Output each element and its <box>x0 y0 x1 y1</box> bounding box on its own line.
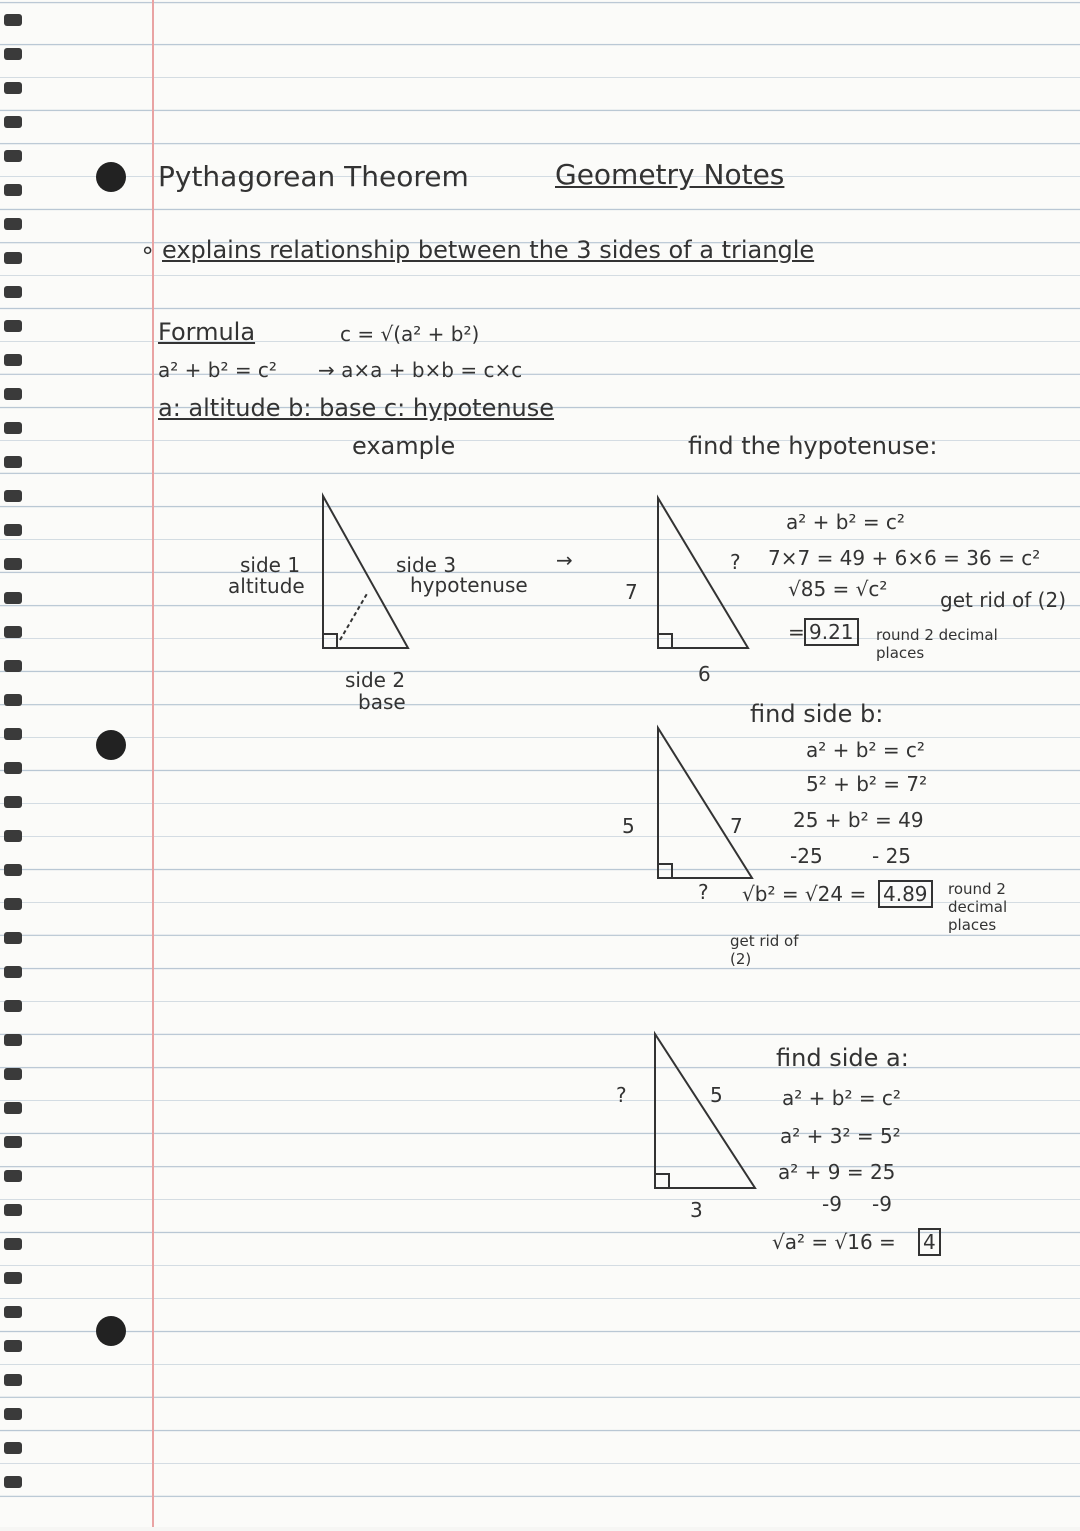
p2-step5: √b² = √24 = <box>742 882 867 906</box>
example-heading: example <box>352 432 456 460</box>
p2-step2: 5² + b² = 7² <box>806 772 928 796</box>
page-title: Pythagorean Theorem <box>158 160 469 193</box>
p2-step1: a² + b² = c² <box>806 738 925 762</box>
p3-answer: 4 <box>918 1228 941 1256</box>
bullet-dot: ∘ <box>140 236 156 264</box>
formula-equation: a² + b² = c² <box>158 358 277 382</box>
p1-side-left: 7 <box>625 580 638 604</box>
p2-side-hyp: 7 <box>730 814 743 838</box>
example-triangle <box>323 496 408 648</box>
p2-heading: find side b: <box>750 700 884 728</box>
p1-side-bottom: 6 <box>698 662 711 686</box>
subject-title: Geometry Notes <box>555 158 785 191</box>
formula-label: Formula <box>158 318 256 346</box>
p1-heading: find the hypotenuse: <box>688 432 938 460</box>
formula-legend: a: altitude b: base c: hypotenuse <box>158 394 555 422</box>
p2-step4a: -25 <box>790 844 823 868</box>
example-side1: side 1 <box>240 553 301 577</box>
formula-c-root: c = √(a² + b²) <box>340 322 480 346</box>
example-right-angle <box>323 634 337 648</box>
p1-note: get rid of (2) <box>940 588 1066 612</box>
p1-answer: 9.21 <box>804 618 859 646</box>
example-side3: side 3 <box>396 553 457 577</box>
p2-step3: 25 + b² = 49 <box>793 808 924 832</box>
p1-equals: = <box>788 620 805 644</box>
example-altitude: altitude <box>228 574 305 598</box>
formula-expanded: → a×a + b×b = c×c <box>318 358 523 382</box>
arrow-icon: → <box>556 548 573 572</box>
p1-step2: 7×7 = 49 + 6×6 = 36 = c² <box>768 546 1041 570</box>
p3-step1: a² + b² = c² <box>782 1086 901 1110</box>
p1-step3: √85 = √c² <box>788 577 888 601</box>
p1-side-hyp: ? <box>730 550 741 574</box>
p3-heading: find side a: <box>776 1044 909 1072</box>
p2-side-left: 5 <box>622 814 635 838</box>
p2-round-note: round 2 decimal places <box>948 880 1008 934</box>
example-base: base <box>358 690 406 714</box>
p3-side-bottom: 3 <box>690 1198 703 1222</box>
p3-step4a: -9 <box>822 1192 842 1216</box>
description-line: explains relationship between the 3 sides of a triangle <box>162 236 815 264</box>
p2-answer: 4.89 <box>878 880 933 908</box>
p3-side-left: ? <box>616 1083 627 1107</box>
p3-step5: √a² = √16 = <box>772 1230 896 1254</box>
example-hypotenuse: hypotenuse <box>410 573 528 597</box>
p1-round-note: round 2 decimal places <box>876 626 998 662</box>
p2-side-bottom: ? <box>698 880 709 904</box>
p2-right-angle <box>658 864 672 878</box>
p3-side-hyp: 5 <box>710 1083 723 1107</box>
p3-step4b: -9 <box>872 1192 892 1216</box>
p3-step2: a² + 3² = 5² <box>780 1124 901 1148</box>
p2-step4b: - 25 <box>872 844 912 868</box>
p3-right-angle <box>655 1174 669 1188</box>
p3-triangle <box>655 1034 755 1188</box>
p1-step1: a² + b² = c² <box>786 510 905 534</box>
example-dashed-arrow <box>340 592 368 640</box>
p2-triangle <box>658 728 752 878</box>
example-side2: side 2 <box>345 668 406 692</box>
p1-triangle <box>658 498 748 648</box>
p3-step3: a² + 9 = 25 <box>778 1160 896 1184</box>
p2-getrid: get rid of (2) <box>730 932 799 968</box>
p1-right-angle <box>658 634 672 648</box>
